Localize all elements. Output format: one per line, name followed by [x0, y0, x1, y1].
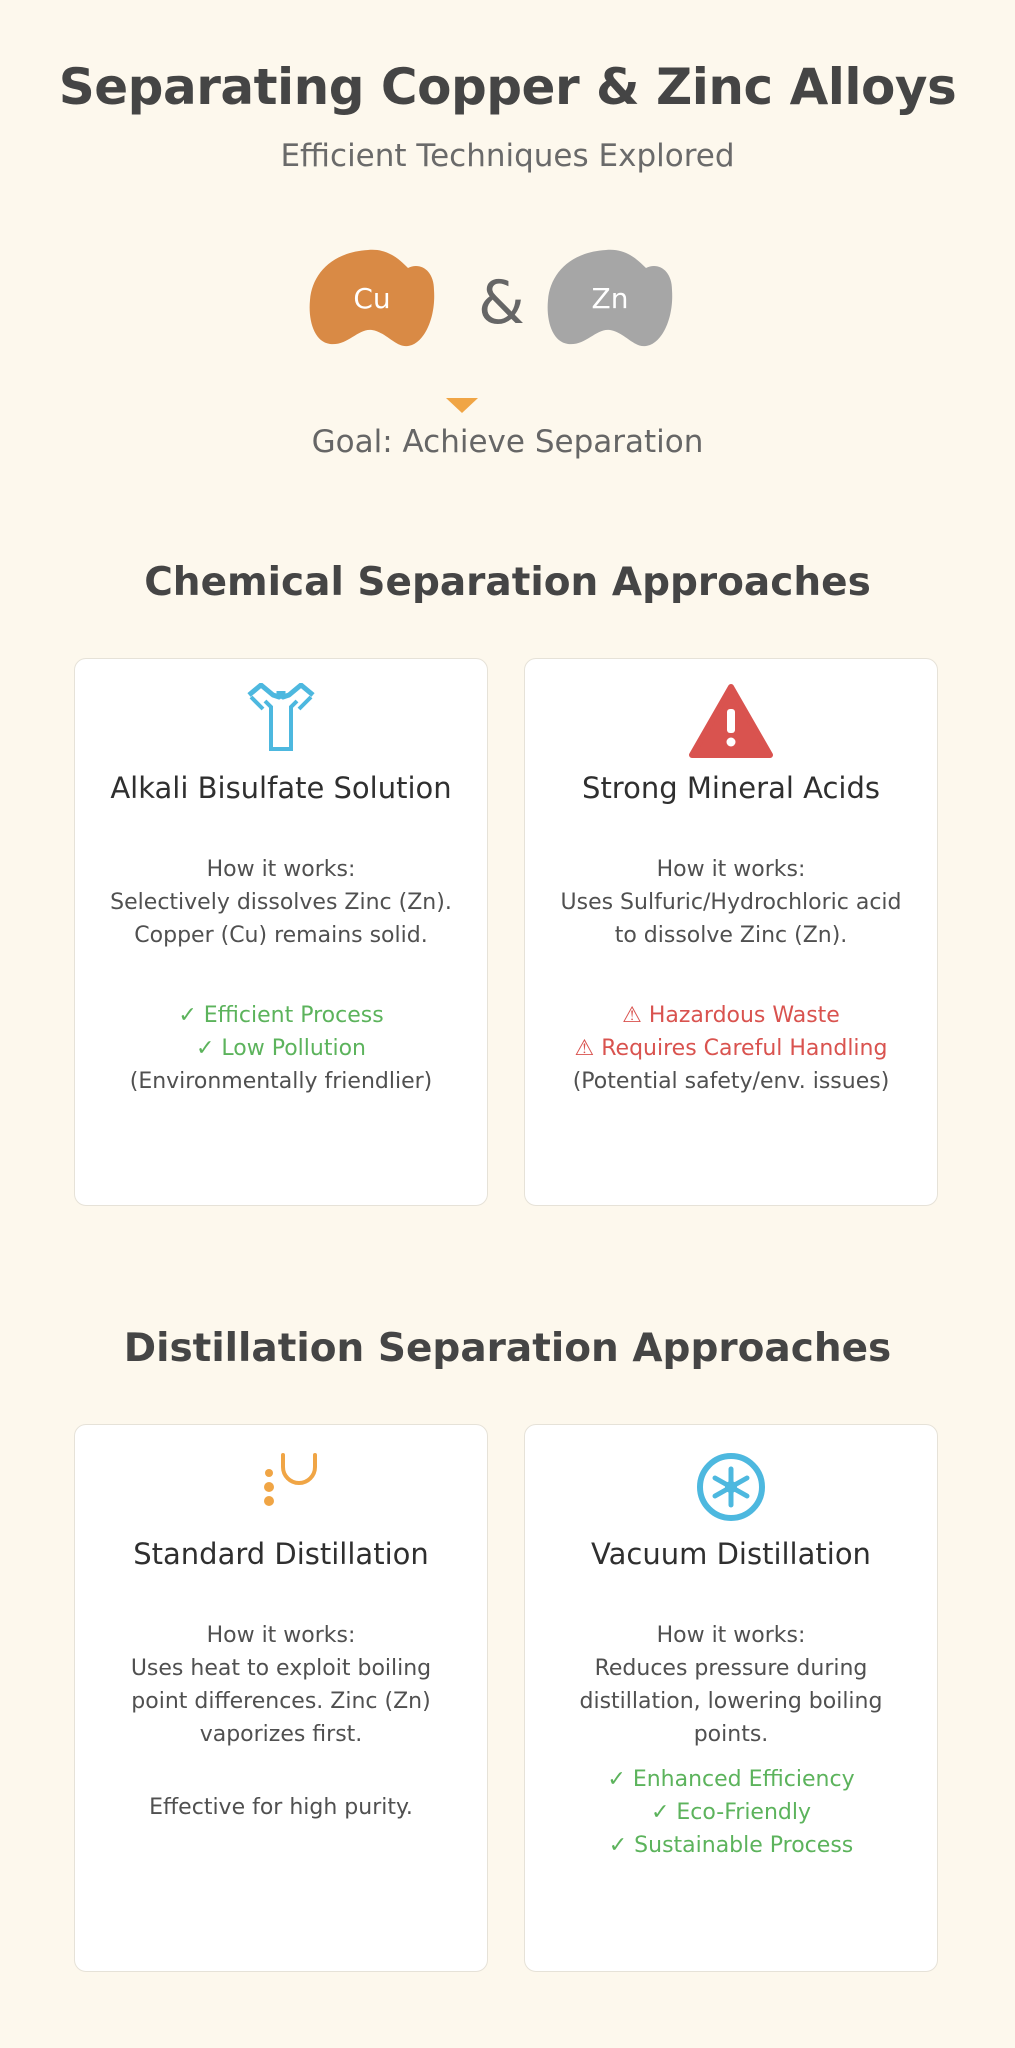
goal-text: Goal: Achieve Separation: [311, 424, 704, 460]
snowflake-gauge-icon: [525, 1449, 937, 1525]
description-line: Uses Sulfuric/Hydrochloric acid: [560, 890, 902, 915]
copper-symbol: Cu: [353, 281, 391, 315]
benefit-item: ✓ Efficient Process: [178, 1003, 384, 1028]
card-title: Alkali Bisulfate Solution: [110, 771, 452, 805]
card-benefits: [525, 1763, 937, 1862]
benefit-item: ✓ Enhanced Efficiency: [607, 1767, 855, 1792]
zinc-symbol: Zn: [591, 281, 629, 315]
card-title: Standard Distillation: [133, 1537, 429, 1571]
benefit-item: ✓ Low Pollution: [196, 1036, 366, 1061]
chemical-section-title: Chemical Separation Approaches: [144, 560, 871, 605]
benefit-item: ✓ Sustainable Process: [608, 1833, 854, 1858]
warning-triangle-icon: [525, 683, 937, 759]
how-label: How it works:: [206, 1623, 356, 1648]
page-title: Separating Copper & Zinc Alloys: [58, 58, 957, 116]
card-benefits: [75, 999, 487, 1098]
card-vacuum-distillation: [524, 1424, 938, 1972]
zinc-blob: [546, 248, 674, 348]
benefit-item: ✓ Eco-Friendly: [650, 1800, 811, 1825]
card-note-text: Effective for high purity.: [149, 1795, 413, 1820]
description-line: point differences. Zinc (Zn): [131, 1689, 431, 1714]
distillation-flask-icon: [75, 1449, 487, 1519]
description-line: distillation, lowering boiling: [579, 1689, 883, 1714]
description-line: points.: [693, 1722, 769, 1747]
card-alkali-bisulfate: [74, 658, 488, 1206]
card-warnings: [525, 999, 937, 1098]
card-description: [525, 853, 937, 952]
card-note: (Environmentally friendlier): [129, 1069, 433, 1094]
y-tube-icon: [75, 683, 487, 753]
description-line: Copper (Cu) remains solid.: [134, 923, 428, 948]
description-line: Reduces pressure during: [594, 1656, 868, 1681]
card-note: (Potential safety/env. issues): [572, 1069, 890, 1094]
card-title: Vacuum Distillation: [591, 1537, 871, 1571]
description-line: Selectively dissolves Zinc (Zn).: [110, 890, 452, 915]
warning-item: ⚠ Hazardous Waste: [622, 1003, 840, 1028]
copper-blob: [308, 248, 436, 348]
how-label: How it works:: [206, 857, 356, 882]
card-standard-distillation: [74, 1424, 488, 1972]
page-subtitle: Efficient Techniques Explored: [280, 138, 735, 174]
card-description: [525, 1619, 937, 1751]
warning-item: ⚠ Requires Careful Handling: [574, 1036, 888, 1061]
card-mineral-acids: [524, 658, 938, 1206]
card-title: Strong Mineral Acids: [582, 771, 880, 805]
down-arrow-icon: [446, 398, 478, 413]
card-description: [75, 1619, 487, 1751]
description-line: vaporizes first.: [199, 1722, 363, 1747]
how-label: How it works:: [656, 857, 806, 882]
how-label: How it works:: [656, 1623, 806, 1648]
card-description: [75, 853, 487, 952]
ampersand: &: [478, 268, 525, 338]
card-note: [75, 1791, 487, 1824]
description-line: Uses heat to exploit boiling: [130, 1656, 432, 1681]
distillation-section-title: Distillation Separation Approaches: [123, 1326, 892, 1371]
description-line: to dissolve Zinc (Zn).: [614, 923, 848, 948]
